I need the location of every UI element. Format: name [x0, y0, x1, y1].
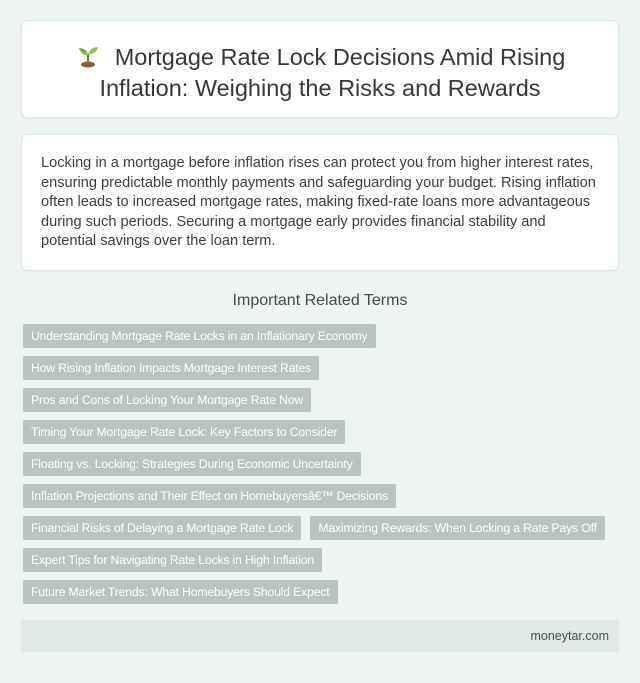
page-title-text: Mortgage Rate Lock Decisions Amid Rising Inflation: Weighing the Risks and Rewards	[99, 44, 566, 101]
term-tag[interactable]: Understanding Mortgage Rate Locks in an Inflationary Economy	[23, 324, 376, 348]
footer	[21, 620, 619, 652]
term-row	[23, 356, 623, 380]
term-tag[interactable]: Timing Your Mortgage Rate Lock: Key Factors to Consider	[23, 420, 345, 444]
term-row	[23, 324, 623, 348]
term-tag[interactable]: Maximizing Rewards: When Locking a Rate Pays Off	[310, 516, 604, 540]
summary-card	[21, 134, 619, 271]
term-tag[interactable]: Future Market Trends: What Homebuyers Should Expect	[23, 580, 338, 604]
term-row	[23, 516, 623, 540]
term-tag[interactable]: Pros and Cons of Locking Your Mortgage Rate Now	[23, 388, 311, 412]
summary-text: Locking in a mortgage before inflation rises can protect you from higher interest rates, ensuring predictable monthly payments and safeguarding your budget. Rising inflation often leads to increased mortgage rates, making fixed-rate loans more advantageous during such periods. Securing a mortgage early provides financial stability and potential savings over the loan term.	[41, 155, 596, 249]
term-tag[interactable]: Financial Risks of Delaying a Mortgage Rate Lock	[23, 516, 301, 540]
term-row	[23, 452, 623, 476]
term-row	[23, 548, 623, 572]
sprout-icon	[75, 42, 101, 68]
related-terms-list	[23, 324, 623, 612]
term-tag[interactable]: Floating vs. Locking: Strategies During Economic Uncertainty	[23, 452, 361, 476]
related-terms-heading: Important Related Terms	[232, 292, 408, 309]
term-tag[interactable]: Inflation Projections and Their Effect on Homebuyersâ€™ Decisions	[23, 484, 396, 508]
term-row	[23, 580, 623, 604]
term-row	[23, 484, 623, 508]
page-title	[22, 42, 618, 104]
title-card	[21, 20, 619, 118]
term-tag[interactable]: Expert Tips for Navigating Rate Locks in High Inflation	[23, 548, 322, 572]
term-row	[23, 388, 623, 412]
term-row	[23, 420, 623, 444]
term-tag[interactable]: How Rising Inflation Impacts Mortgage Interest Rates	[23, 356, 319, 380]
footer-site-link[interactable]: moneytar.com	[530, 629, 609, 643]
